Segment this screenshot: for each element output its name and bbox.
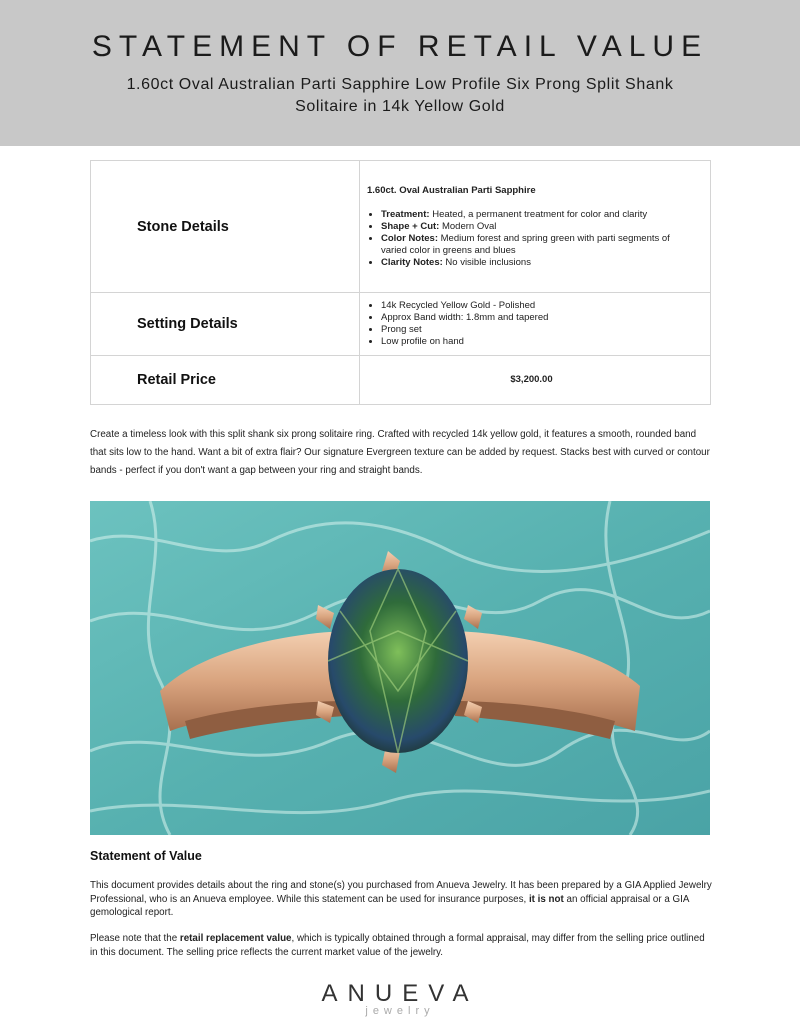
stone-details-list <box>367 209 696 269</box>
statement-heading: Statement of Value <box>90 849 202 863</box>
statement-text: an official appraisal or a GIA gemological report. <box>90 893 689 918</box>
details-table <box>90 160 711 405</box>
setting-details-content <box>360 293 711 356</box>
stone-detail-value: Modern Oval <box>439 220 497 232</box>
statement-paragraph-1 <box>90 879 712 920</box>
sapphire-gem <box>328 569 468 753</box>
retail-price-value: $3,200.00 <box>360 356 711 405</box>
document-subtitle: 1.60ct Oval Australian Parti Sapphire Low Profile Six Prong Split Shank Solitaire in 14k Yellow Gold <box>126 76 674 115</box>
stone-detail-key: Color Notes: <box>381 232 438 244</box>
logo-sub: jewelry <box>365 1005 435 1017</box>
statement-text: , which is typically obtained through a formal appraisal, may differ from the selling price outlined in this document. The selling price reflects the current market value of the jewelry. <box>90 933 705 958</box>
statement-text: Please note that the <box>90 933 180 944</box>
stone-detail-value: Heated, a permanent treatment for color and clarity <box>429 208 648 220</box>
anueva-logo <box>300 980 500 1017</box>
ring-photo <box>90 501 710 835</box>
retail-price-row <box>91 356 711 405</box>
stone-heading: 1.60ct. Oval Australian Parti Sapphire <box>367 184 536 196</box>
stone-detail-key: Treatment: <box>381 208 430 220</box>
stone-detail-key: Clarity Notes: <box>381 256 443 268</box>
stone-detail-value: No visible inclusions <box>442 256 531 268</box>
stone-detail-value: Medium forest and spring green with parti segments of varied color in greens and blues <box>381 232 670 256</box>
document-title: STATEMENT OF RETAIL VALUE <box>91 30 709 63</box>
setting-details-list <box>367 300 696 348</box>
stone-detail-item <box>381 233 696 257</box>
stone-details-row <box>91 161 711 293</box>
stone-detail-key: Shape + Cut: <box>381 220 440 232</box>
retail-price-label: Retail Price <box>91 356 360 405</box>
statement-paragraph-2 <box>90 932 712 959</box>
stone-detail-item <box>381 221 696 233</box>
setting-detail-item: • Approx Band width: 1.8mm and tapered <box>381 312 696 324</box>
stone-details-label: Stone Details <box>91 161 360 293</box>
setting-detail-item: • 14k Recycled Yellow Gold - Polished <box>381 300 696 312</box>
statement-emphasis: retail replacement value <box>179 933 292 944</box>
statement-text: This document provides details about the ring and stone(s) you purchased from Anueva Jewelry. It has been prepared by a GIA Applied Jewelry Professional, who is an Anueva employee. While this statement can be used for insurance purposes, <box>90 880 712 905</box>
logo-word: ANUEVA <box>321 980 479 1007</box>
header-banner <box>0 0 800 146</box>
ring-illustration <box>90 501 710 835</box>
setting-details-row <box>91 293 711 356</box>
statement-emphasis: it is not <box>528 893 564 905</box>
stone-detail-item <box>381 209 696 221</box>
setting-detail-item: • Low profile on hand <box>381 336 696 348</box>
setting-detail-item: • Prong set <box>381 324 696 336</box>
stone-details-content <box>360 161 711 293</box>
product-description: Create a timeless look with this split shank six prong solitaire ring. Crafted with recycled 14k yellow gold, it features a smooth, rounded band that sits low to the hand. Want a bit of extra flair? Our signature Evergreen texture can be added by request. Stacks best with curved or contour bands - perfect if you don't want a gap between your ring and straight bands. <box>90 429 710 476</box>
stone-detail-item <box>381 257 696 269</box>
setting-details-label: Setting Details <box>91 293 360 356</box>
